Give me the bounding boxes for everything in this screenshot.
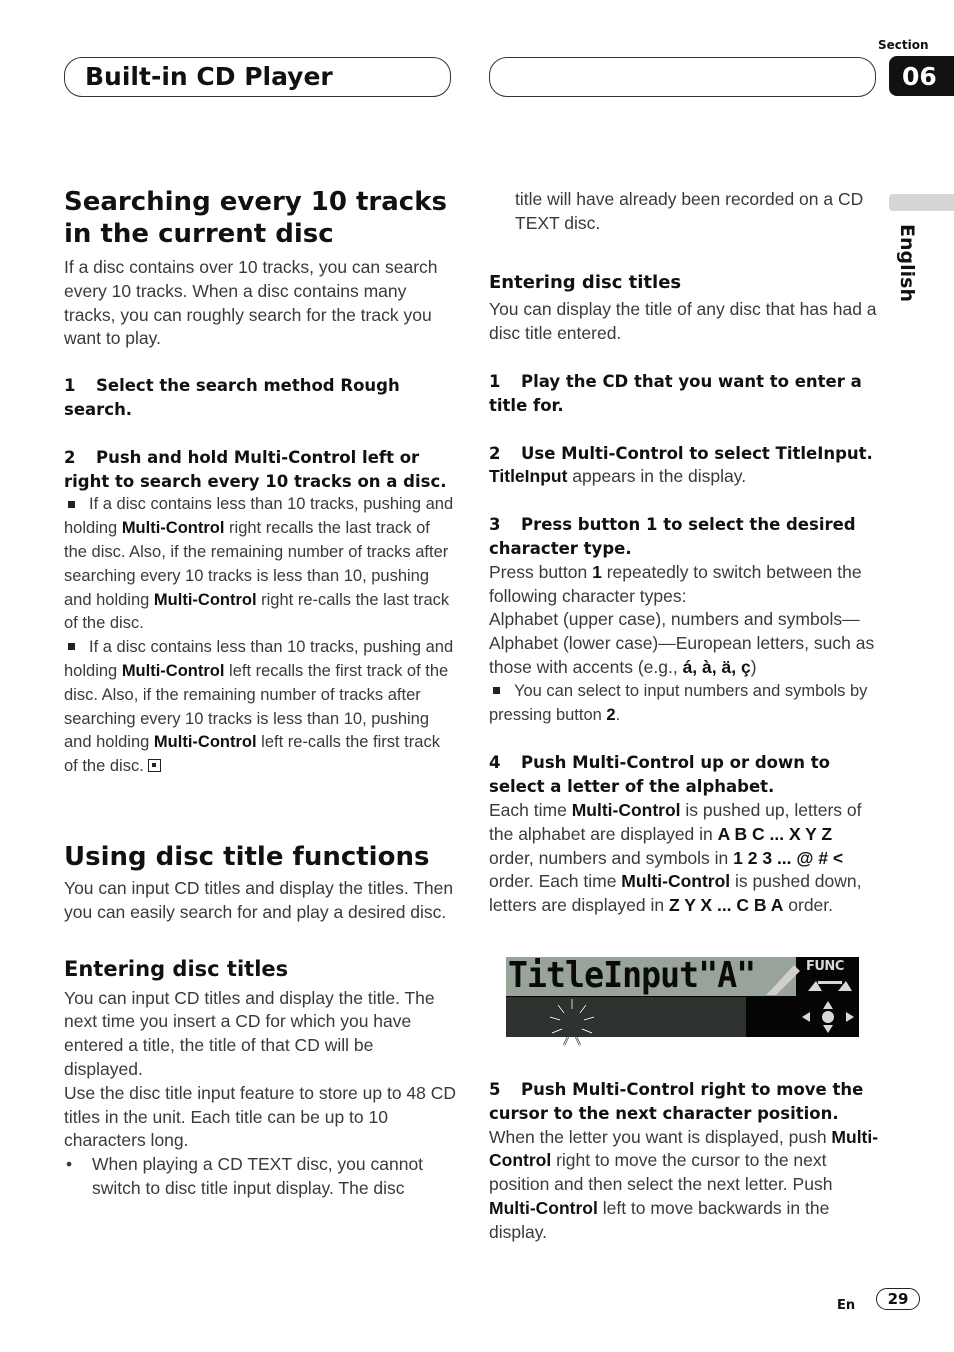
language-label: English: [896, 224, 918, 302]
lcd-display-illustration: [506, 957, 859, 1037]
section-number-badge: [889, 56, 954, 96]
chapter-title-pill: [64, 57, 451, 97]
paragraph-searching: If a disc contains over 10 tracks, you can search every 10 tracks. When a disc contains many tracks, you can roughly search for the track you want to play.: [64, 257, 438, 349]
header-empty-pill: [489, 57, 876, 97]
bullet-dot: •: [66, 1154, 73, 1175]
paragraph-press-button: Press button 1 repeatedly to switch between the following character types:: [489, 561, 862, 606]
chapter-title: Built-in CD Player: [85, 62, 333, 91]
note-square-icon: [493, 687, 500, 694]
heading-using-disc-title: Using disc title functions: [64, 841, 430, 872]
footer-language: En: [837, 1298, 856, 1313]
step-2-select: 2 Use Multi-Control to select TitleInput.: [489, 443, 873, 463]
cursor-blink-icon: [542, 991, 602, 1051]
paragraph-entering-1: You can input CD titles and display the title. The next time you insert a CD for which you have entered a title, the title of that CD will be displayed.: [64, 987, 435, 1079]
return-arrows-icon: [802, 977, 856, 993]
right-column-step5: [489, 1078, 881, 1245]
note-left-recall: If a disc contains less than 10 tracks, pushing and holding Multi-Control left recalls the first track of the disc. Also, if the remaining number of tracks after searching every 10 tracks is less than 10, pushing and holding Multi-Control left re-calls the first track of the disc.: [64, 638, 454, 776]
note-right-recall: If a disc contains less than 10 tracks, pushing and holding Multi-Control right recalls the last track of the disc. Also, if the remaining number of tracks after searching every 10 tracks is less than 10, pushing and holding Multi-Control right re-calls the last track of the disc.: [64, 495, 454, 633]
paragraph-using-disc-title: You can input CD titles and display the titles. Then you can easily search for and play a desired disc.: [64, 877, 454, 922]
paragraph-entering-2: Use the disc title input feature to store up to 48 CD titles in the unit. Each title can be up to 10 characters long.: [64, 1082, 457, 1151]
paragraph-continued: title will have already been recorded on a CD TEXT disc.: [515, 189, 864, 233]
step-3-press: 3 Press button 1 to select the desired character type.: [489, 515, 856, 558]
paragraph-titleinput: TitleInput appears in the display.: [489, 466, 747, 487]
end-mark-icon: [148, 759, 161, 772]
page-number: 29: [876, 1288, 920, 1310]
note-square-icon: [68, 643, 75, 650]
section-number: 06: [902, 61, 937, 91]
step-4-push: 4 Push Multi-Control up or down to select a letter of the alphabet.: [489, 753, 830, 797]
pencil-icon: [764, 959, 804, 995]
step-2: 2 Push and hold Multi-Control left or right to search every 10 tracks on a disc.: [64, 447, 447, 491]
note-square-icon: [68, 501, 75, 508]
subheading-entering-disc-titles: Entering disc titles: [489, 271, 682, 293]
multi-control-direction-icon: [798, 999, 858, 1035]
right-column: [489, 188, 881, 918]
paragraph-letter-order: Each time Multi-Control is pushed up, letters of the alphabet are displayed in A B C ... X Y Z order, numbers and symbols in 1 2 3 ... @ # < order. Each time Multi-Control is pushed down, letters are displayed in Z Y X ... C B A order.: [489, 799, 862, 916]
left-column: [64, 186, 456, 1201]
paragraph-display-title: You can display the title of any disc that has had a disc title entered.: [489, 299, 877, 344]
heading-entering-disc-titles: Entering disc titles: [64, 956, 289, 981]
note-button-2: You can select to input numbers and symbols by pressing button 2.: [489, 681, 868, 724]
step-5-move-cursor: 5 Push Multi-Control right to move the cursor to the next character position.: [489, 1080, 864, 1123]
lcd-title-input-text: TitleInput"A": [508, 955, 756, 996]
step-1-play: 1 Play the CD that you want to enter a title for.: [489, 371, 862, 415]
language-tab: [889, 194, 954, 211]
section-label: Section: [878, 38, 929, 52]
lcd-func-label: FUNC: [806, 959, 844, 974]
step-1: 1 Select the search method Rough search.: [64, 376, 400, 419]
bullet-cd-text: • When playing a CD TEXT disc, you cannot switch to disc title input display. The disc: [64, 1153, 456, 1201]
paragraph-character-types: Alphabet (upper case), numbers and symbols—Alphabet (lower case)—European letters, such as those with accents (e.g., á, à, ä, ç): [489, 609, 875, 677]
heading-searching: Searching every 10 tracks in the current disc: [64, 187, 447, 249]
paragraph-move-cursor: When the letter you want is displayed, push Multi-Control right to move the cursor to the next position and then select the next letter. Push Multi-Control left to move backwards in the display.: [489, 1126, 879, 1242]
